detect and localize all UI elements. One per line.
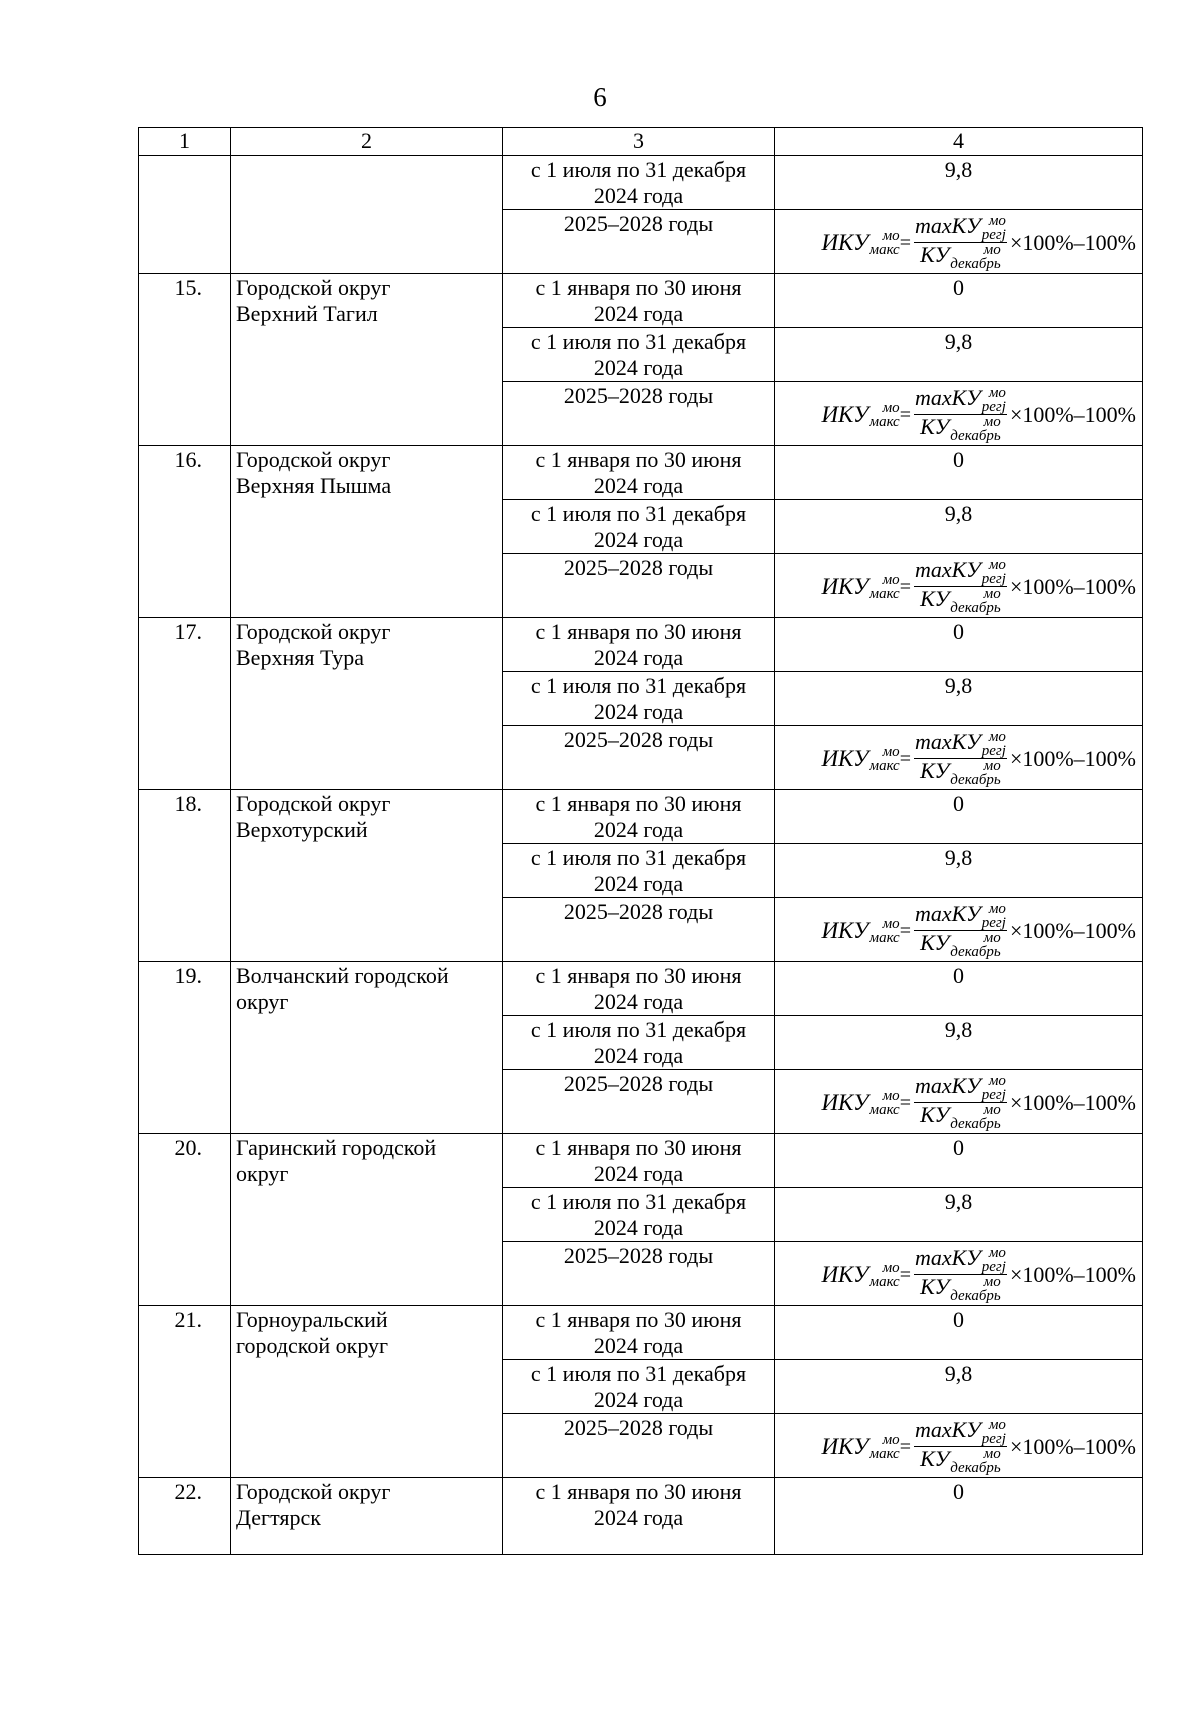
municipality-cell: Городской округ Верхний Тагил [231, 274, 503, 446]
period-cell: 2025–2028 годы [503, 1242, 775, 1306]
formula-lhs-sub: макс [869, 1101, 900, 1118]
table-row [139, 618, 1143, 672]
period-cell: 2025–2028 годы [503, 726, 775, 790]
page-number: 6 [593, 82, 607, 112]
formula-eq: = [899, 231, 911, 254]
period-cell: с 1 января по 30 июня 2024 года [503, 962, 775, 1016]
value-cell: 9,8 [775, 672, 1143, 726]
formula-cell [775, 898, 1143, 962]
municipality-cell: Городской округ Верхотурский [231, 790, 503, 962]
column-header: 2 [231, 128, 503, 156]
formula-tail: ×100%–100% [1009, 917, 1136, 943]
period-cell: 2025–2028 годы [503, 1070, 775, 1134]
period-cell: 2025–2028 годы [503, 1414, 775, 1478]
row-number-cell: 15. [139, 274, 231, 446]
period-cell: с 1 июля по 31 декабря 2024 года [503, 672, 775, 726]
formula-lhs-sub: макс [869, 241, 900, 258]
table-row [139, 156, 1143, 210]
formula-cell [775, 1070, 1143, 1134]
formula-tail: ×100%–100% [1009, 573, 1136, 599]
table-row [139, 446, 1143, 500]
row-number-cell: 19. [139, 962, 231, 1134]
value-cell: 9,8 [775, 1360, 1143, 1414]
period-cell: с 1 января по 30 июня 2024 года [503, 1134, 775, 1188]
value-cell: 0 [775, 446, 1143, 500]
formula-numerator: maxКУ мо регj [914, 1417, 1006, 1447]
row-number-cell: 22. [139, 1478, 231, 1555]
formula-numerator: maxКУ мо регj [914, 1073, 1006, 1103]
value-cell: 9,8 [775, 1016, 1143, 1070]
formula-denominator: КУ мо декабрь [920, 758, 1001, 788]
formula-eq: = [899, 1263, 911, 1286]
value-cell: 9,8 [775, 156, 1143, 210]
formula-lhs: ИКУ [821, 229, 869, 255]
period-cell: с 1 июля по 31 декабря 2024 года [503, 1188, 775, 1242]
period-cell: с 1 июля по 31 декабря 2024 года [503, 844, 775, 898]
value-cell: 0 [775, 962, 1143, 1016]
row-number-cell: 17. [139, 618, 231, 790]
row-number-cell: 20. [139, 1134, 231, 1306]
formula [821, 1244, 1136, 1303]
table-row [139, 962, 1143, 1016]
formula [821, 728, 1136, 787]
column-header: 4 [775, 128, 1143, 156]
formula-lhs: ИКУ [821, 1433, 869, 1459]
formula-eq: = [899, 747, 911, 770]
header-row [139, 128, 1143, 156]
formula-denominator: КУ мо декабрь [920, 1274, 1001, 1304]
formula-denominator: КУ мо декабрь [920, 586, 1001, 616]
formula-lhs: ИКУ [821, 1261, 869, 1287]
formula-tail: ×100%–100% [1009, 1089, 1136, 1115]
formula-numerator: maxКУ мо регj [914, 1245, 1006, 1275]
formula-tail: ×100%–100% [1009, 745, 1136, 771]
formula [821, 900, 1136, 959]
period-cell: с 1 июля по 31 декабря 2024 года [503, 500, 775, 554]
formula-denominator: КУ мо декабрь [920, 930, 1001, 960]
formula-eq: = [899, 403, 911, 426]
municipality-cell: Городской округ Верхняя Пышма [231, 446, 503, 618]
row-number-cell: 18. [139, 790, 231, 962]
value-cell: 0 [775, 1306, 1143, 1360]
formula-lhs-sup: мо [882, 1087, 900, 1104]
formula-cell [775, 554, 1143, 618]
value-cell: 0 [775, 274, 1143, 328]
formula-numerator: maxКУ мо регj [914, 557, 1006, 587]
formula [821, 1072, 1136, 1131]
period-cell: с 1 января по 30 июня 2024 года [503, 446, 775, 500]
municipality-cell: Городской округ Дегтярск [231, 1478, 503, 1555]
period-cell: 2025–2028 годы [503, 554, 775, 618]
municipality-cell: Гаринский городской округ [231, 1134, 503, 1306]
period-cell: 2025–2028 годы [503, 382, 775, 446]
formula-cell [775, 1242, 1143, 1306]
value-cell: 9,8 [775, 500, 1143, 554]
formula-lhs: ИКУ [821, 401, 869, 427]
formula [821, 556, 1136, 615]
period-cell: с 1 июля по 31 декабря 2024 года [503, 328, 775, 382]
formula-denominator: КУ мо декабрь [920, 414, 1001, 444]
formula-lhs: ИКУ [821, 1089, 869, 1115]
period-cell: с 1 июля по 31 декабря 2024 года [503, 1016, 775, 1070]
municipality-cell: Волчанский городской округ [231, 962, 503, 1134]
row-number-cell: 21. [139, 1306, 231, 1478]
period-cell: 2025–2028 годы [503, 210, 775, 274]
formula-eq: = [899, 919, 911, 942]
period-cell: с 1 января по 30 июня 2024 года [503, 790, 775, 844]
formula-tail: ×100%–100% [1009, 401, 1136, 427]
formula-numerator: maxКУ мо регj [914, 385, 1006, 415]
value-cell: 9,8 [775, 844, 1143, 898]
value-cell: 0 [775, 618, 1143, 672]
formula-eq: = [899, 1435, 911, 1458]
table-row [139, 274, 1143, 328]
formula-tail: ×100%–100% [1009, 1261, 1136, 1287]
formula-cell [775, 382, 1143, 446]
formula-eq: = [899, 575, 911, 598]
formula-cell [775, 210, 1143, 274]
value-cell: 0 [775, 1478, 1143, 1555]
formula-eq: = [899, 1091, 911, 1114]
period-cell: с 1 января по 30 июня 2024 года [503, 618, 775, 672]
column-header: 3 [503, 128, 775, 156]
column-header: 1 [139, 128, 231, 156]
formula-numerator: maxКУ мо регj [914, 901, 1006, 931]
municipality-cell: Горноуральский городской округ [231, 1306, 503, 1478]
formula-denominator: КУ мо декабрь [920, 1446, 1001, 1476]
formula-lhs-sup: мо [882, 1431, 900, 1448]
table-row [139, 1306, 1143, 1360]
value-cell: 0 [775, 790, 1143, 844]
formula-lhs-sup: мо [882, 1259, 900, 1276]
formula-lhs: ИКУ [821, 745, 869, 771]
period-cell: с 1 января по 30 июня 2024 года [503, 274, 775, 328]
row-number-cell: 16. [139, 446, 231, 618]
table-row [139, 1134, 1143, 1188]
formula-cell [775, 1414, 1143, 1478]
value-cell: 0 [775, 1134, 1143, 1188]
table-row [139, 1478, 1143, 1555]
period-cell: с 1 января по 30 июня 2024 года [503, 1478, 775, 1555]
tariff-table [138, 127, 1143, 1555]
formula-tail: ×100%–100% [1009, 1433, 1136, 1459]
formula [821, 212, 1136, 271]
formula-denominator: КУ мо декабрь [920, 1102, 1001, 1132]
formula-lhs-sup: мо [882, 743, 900, 760]
table-row [139, 790, 1143, 844]
formula-lhs-sub: макс [869, 757, 900, 774]
value-cell: 9,8 [775, 1188, 1143, 1242]
formula [821, 1416, 1136, 1475]
formula-numerator: maxКУ мо регj [914, 729, 1006, 759]
formula-numerator: maxКУ мо регj [914, 213, 1006, 243]
formula-lhs-sub: макс [869, 1273, 900, 1290]
formula [821, 384, 1136, 443]
formula-lhs-sub: макс [869, 1445, 900, 1462]
formula-lhs-sup: мо [882, 915, 900, 932]
municipality-cell [231, 156, 503, 274]
formula-tail: ×100%–100% [1009, 229, 1136, 255]
formula-cell [775, 726, 1143, 790]
row-number-cell [139, 156, 231, 274]
period-cell: 2025–2028 годы [503, 898, 775, 962]
municipality-cell: Городской округ Верхняя Тура [231, 618, 503, 790]
formula-lhs-sub: макс [869, 585, 900, 602]
formula-lhs-sub: макс [869, 413, 900, 430]
formula-lhs-sup: мо [882, 571, 900, 588]
formula-denominator: КУ мо декабрь [920, 242, 1001, 272]
value-cell: 9,8 [775, 328, 1143, 382]
formula-lhs: ИКУ [821, 573, 869, 599]
formula-lhs-sup: мо [882, 227, 900, 244]
formula-lhs-sub: макс [869, 929, 900, 946]
period-cell: с 1 января по 30 июня 2024 года [503, 1306, 775, 1360]
formula-lhs: ИКУ [821, 917, 869, 943]
formula-lhs-sup: мо [882, 399, 900, 416]
period-cell: с 1 июля по 31 декабря 2024 года [503, 1360, 775, 1414]
period-cell: с 1 июля по 31 декабря 2024 года [503, 156, 775, 210]
